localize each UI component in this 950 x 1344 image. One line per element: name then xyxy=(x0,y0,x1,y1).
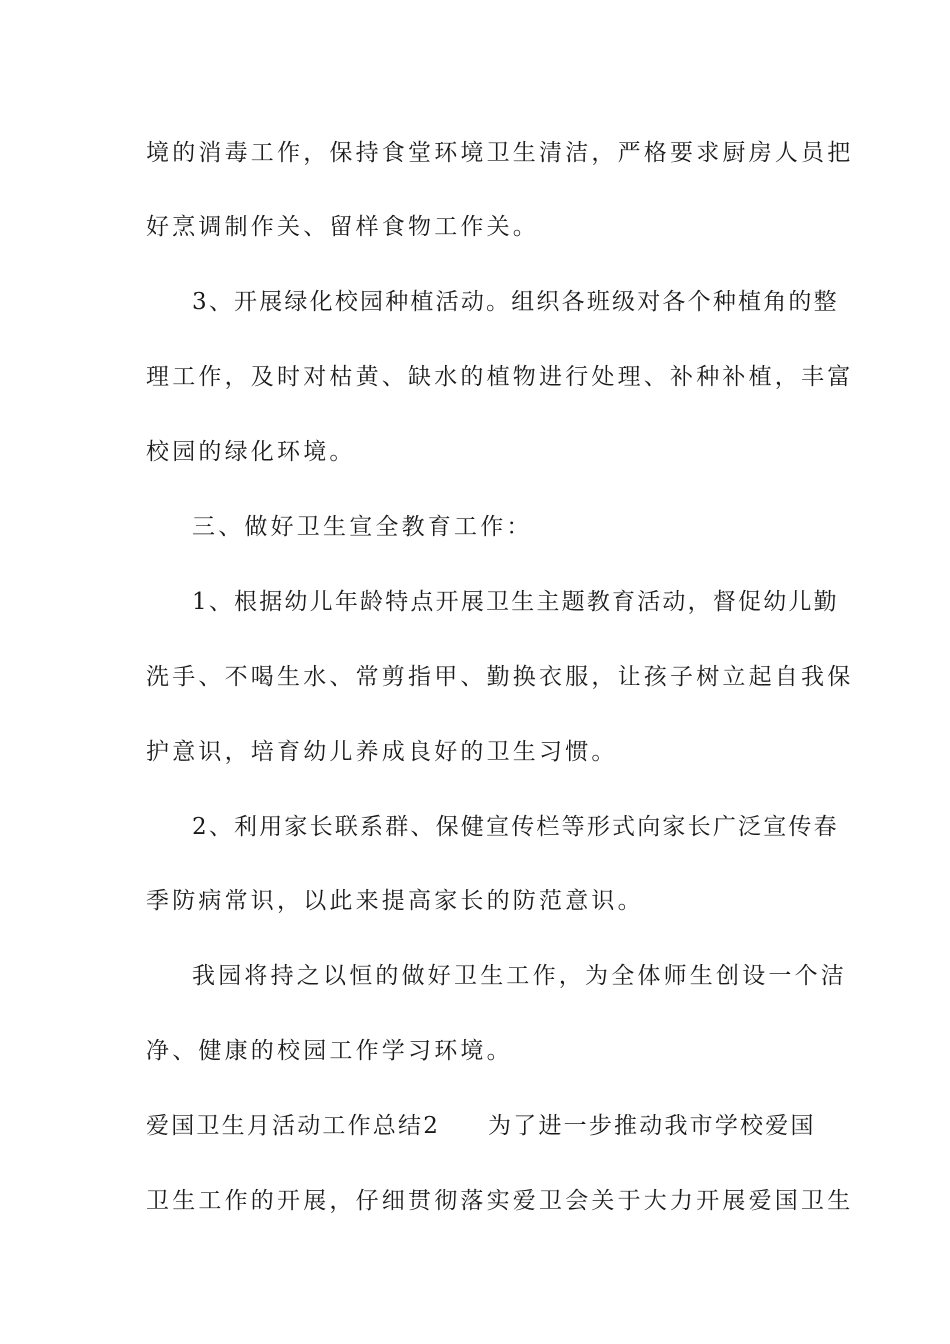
text-line: 境的消毒工作，保持食堂环境卫生清洁，严格要求厨房人员把 xyxy=(146,140,854,166)
text-line: 1、根据幼儿年龄特点开展卫生主题教育活动，督促幼儿勤 xyxy=(192,589,839,615)
text-line: 为了进一步推动我市学校爱国 xyxy=(488,1113,816,1139)
section-heading: 三、做好卫生宣全教育工作： xyxy=(192,514,533,540)
text-line: 理工作，及时对枯黄、缺水的植物进行处理、补种补植，丰富 xyxy=(146,364,854,390)
text-line: 校园的绿化环境。 xyxy=(146,439,356,465)
text-line: 护意识，培育幼儿养成良好的卫生习惯。 xyxy=(146,739,618,765)
text-line: 好烹调制作关、留样食物工作关。 xyxy=(146,214,539,240)
text-line: 我园将持之以恒的做好卫生工作，为全体师生创设一个洁 xyxy=(192,963,847,989)
text-line: 2、利用家长联系群、保健宣传栏等形式向家长广泛宣传春 xyxy=(192,814,839,840)
text-line: 季防病常识，以此来提高家长的防范意识。 xyxy=(146,888,644,914)
article-title: 爱国卫生月活动工作总结2 xyxy=(146,1113,441,1139)
text-line: 卫生工作的开展，仔细贯彻落实爱卫会关于大力开展爱国卫生 xyxy=(146,1188,854,1214)
text-line: 3、开展绿化校园种植活动。组织各班级对各个种植角的整 xyxy=(192,289,839,315)
text-line: 净、健康的校园工作学习环境。 xyxy=(146,1038,513,1064)
article-heading-line xyxy=(146,1111,816,1141)
text-line: 洗手、不喝生水、常剪指甲、勤换衣服，让孩子树立起自我保 xyxy=(146,664,854,690)
